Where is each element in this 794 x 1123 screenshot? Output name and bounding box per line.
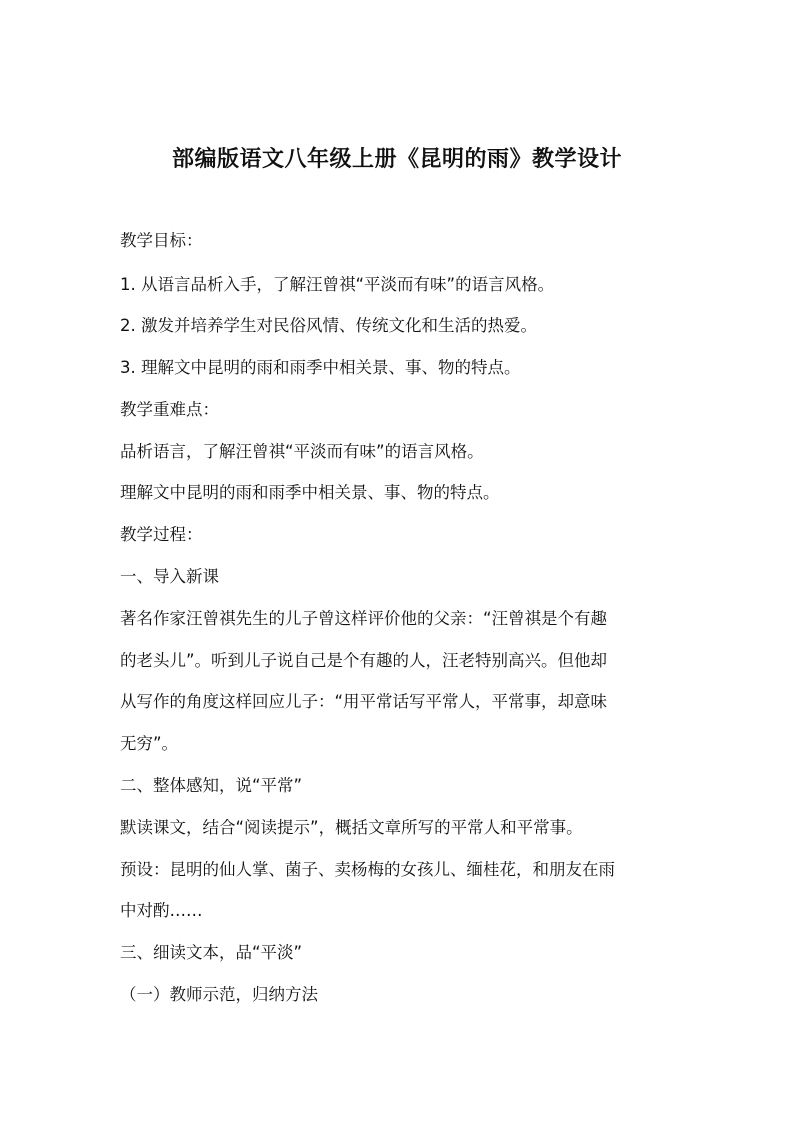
paragraph-line: 中对酌…… — [120, 901, 203, 920]
paragraph-line: 默读课文，结合“阅读提示”，概括文章所写的平常人和平常事。 — [120, 818, 583, 837]
objective-1: 1. 从语言品析入手，了解汪曾祺“平淡而有味”的语言风格。 — [120, 275, 555, 294]
section-heading-objectives: 教学目标： — [120, 231, 203, 250]
sub-step-heading: （一）教师示范，归纳方法 — [120, 985, 318, 1004]
paragraph-line: 无穷”。 — [120, 734, 179, 753]
paragraph-line: 预设：昆明的仙人掌、菌子、卖杨梅的女孩儿、缅桂花，和朋友在雨 — [120, 860, 615, 879]
section-heading-key-points: 教学重难点： — [120, 400, 219, 419]
paragraph-line: 著名作家汪曾祺先生的儿子曾这样评价他的父亲：“汪曾祺是个有趣 — [120, 609, 608, 628]
key-point-1: 品析语言，了解汪曾祺“平淡而有味”的语言风格。 — [120, 442, 484, 461]
paragraph-line: 从写作的角度这样回应儿子：“用平常话写平常人，平常事，却意味 — [120, 692, 608, 711]
process-step-2-heading: 二、整体感知，说“平常” — [120, 776, 303, 795]
objective-2: 2. 激发并培养学生对民俗风情、传统文化和生活的热爱。 — [120, 316, 537, 335]
key-point-2: 理解文中昆明的雨和雨季中相关景、事、物的特点。 — [120, 483, 500, 502]
document-title: 部编版语文八年级上册《昆明的雨》教学设计 — [171, 146, 622, 172]
section-heading-process: 教学过程： — [120, 525, 203, 544]
paragraph-line: 的老头儿”。听到儿子说自己是个有趣的人，汪老特别高兴。但他却 — [120, 651, 608, 670]
process-step-1-heading: 一、导入新课 — [120, 567, 219, 586]
process-step-3-heading: 三、细读文本，品“平淡” — [120, 943, 303, 962]
objective-3: 3. 理解文中昆明的雨和雨季中相关景、事、物的特点。 — [120, 358, 521, 377]
